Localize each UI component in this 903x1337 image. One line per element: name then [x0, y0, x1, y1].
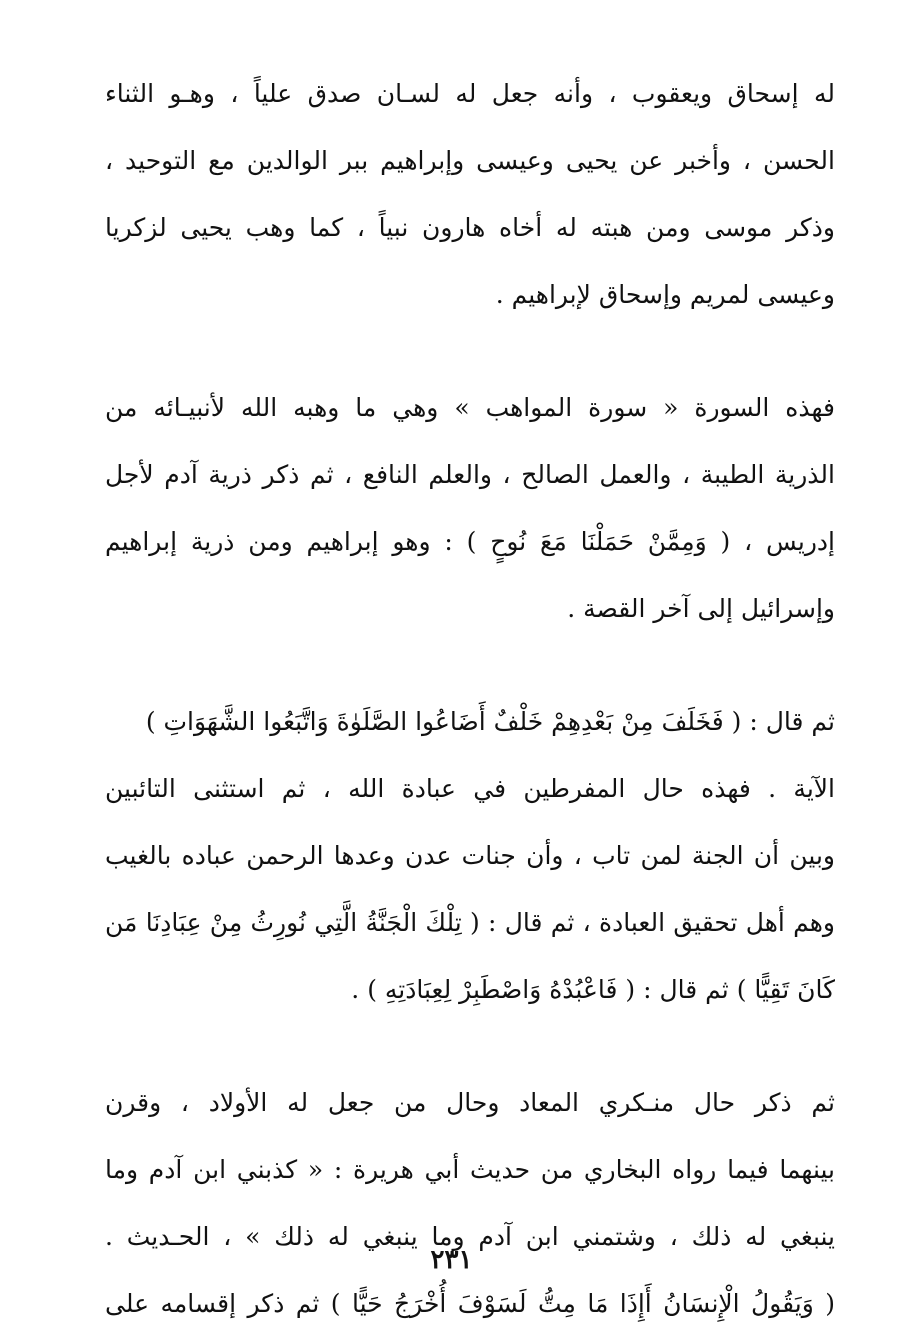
text-line: ينبغي له ذلك ، وشتمني ابن آدم وما ينبغي له ذلك » ، الحـديث . — [105, 1222, 835, 1251]
paragraph-spacer — [105, 642, 835, 688]
paragraph-2 — [105, 374, 835, 642]
paragraph-spacer — [105, 1023, 835, 1069]
text-line: وإسرائيل إلى آخر القصة . — [567, 594, 835, 623]
paragraph-spacer — [105, 328, 835, 374]
paragraph-4 — [105, 1069, 835, 1337]
text-line: وهم أهل تحقيق العبادة ، ثم قال : ( تِلْكَ الْجَنَّةُ الَّتِي نُورِثُ مِنْ عِبَادِنَا مَن — [105, 908, 835, 937]
text-line: ( وَيَقُولُ الْإِنسَانُ أَإِذَا مَا مِتُّ لَسَوْفَ أُخْرَجُ حَيًّا ) ثم ذكر إقسامه على — [105, 1289, 835, 1318]
text-line: إدريس ، ( وَمِمَّنْ حَمَلْنَا مَعَ نُوحٍ ) : وهو إبراهيم ومن ذرية إبراهيم — [105, 527, 835, 556]
text-line: الذرية الطيبة ، والعمل الصالح ، والعلم النافع ، ثم ذكر ذرية آدم لأجل — [105, 460, 835, 489]
text-line: وعيسى لمريم وإسحاق لإبراهيم . — [495, 280, 835, 309]
text-line: ثم ذكر حال منـكري المعاد وحال من جعل له الأولاد ، وقرن — [105, 1088, 835, 1117]
text-line: الآية . فهذه حال المفرطين في عبادة الله ، ثم استثنى التائبين — [105, 774, 835, 803]
paragraph-1 — [105, 60, 835, 328]
text-line: فهذه السورة « سورة المواهب » وهي ما وهبه الله لأنبيـائه من — [105, 393, 835, 422]
page-number: ٢٣١ — [430, 1245, 473, 1275]
text-line: وذكر موسى ومن هبته له أخاه هارون نبياً ، كما وهب يحيى لزكريا — [105, 213, 835, 242]
text-line: له إسحاق ويعقوب ، وأنه جعل له لسـان صدق علياً ، وهـو الثناء — [105, 79, 835, 108]
paragraph-3 — [105, 688, 835, 1023]
text-line: وبين أن الجنة لمن تاب ، وأن جنات عدن وعدها الرحمن عباده بالغيب — [105, 841, 835, 870]
text-line: الحسن ، وأخبر عن يحيى وعيسى وإبراهيم ببر الوالدين مع التوحيد ، — [105, 146, 835, 175]
text-line: ثم قال : ( فَخَلَفَ مِنْ بَعْدِهِمْ خَلْفٌ أَضَاعُوا الصَّلَوٰةَ وَاتَّبَعُوا الشَّهَوَاتِ ) — [145, 707, 835, 736]
text-line: كَانَ تَقِيًّا ) ثم قال : ( فَاعْبُدْهُ وَاصْطَبِرْ لِعِبَادَتِهِ ) . — [351, 975, 835, 1004]
text-line: بينهما فيما رواه البخاري من حديث أبي هريرة : « كذبني ابن آدم وما — [105, 1155, 835, 1184]
